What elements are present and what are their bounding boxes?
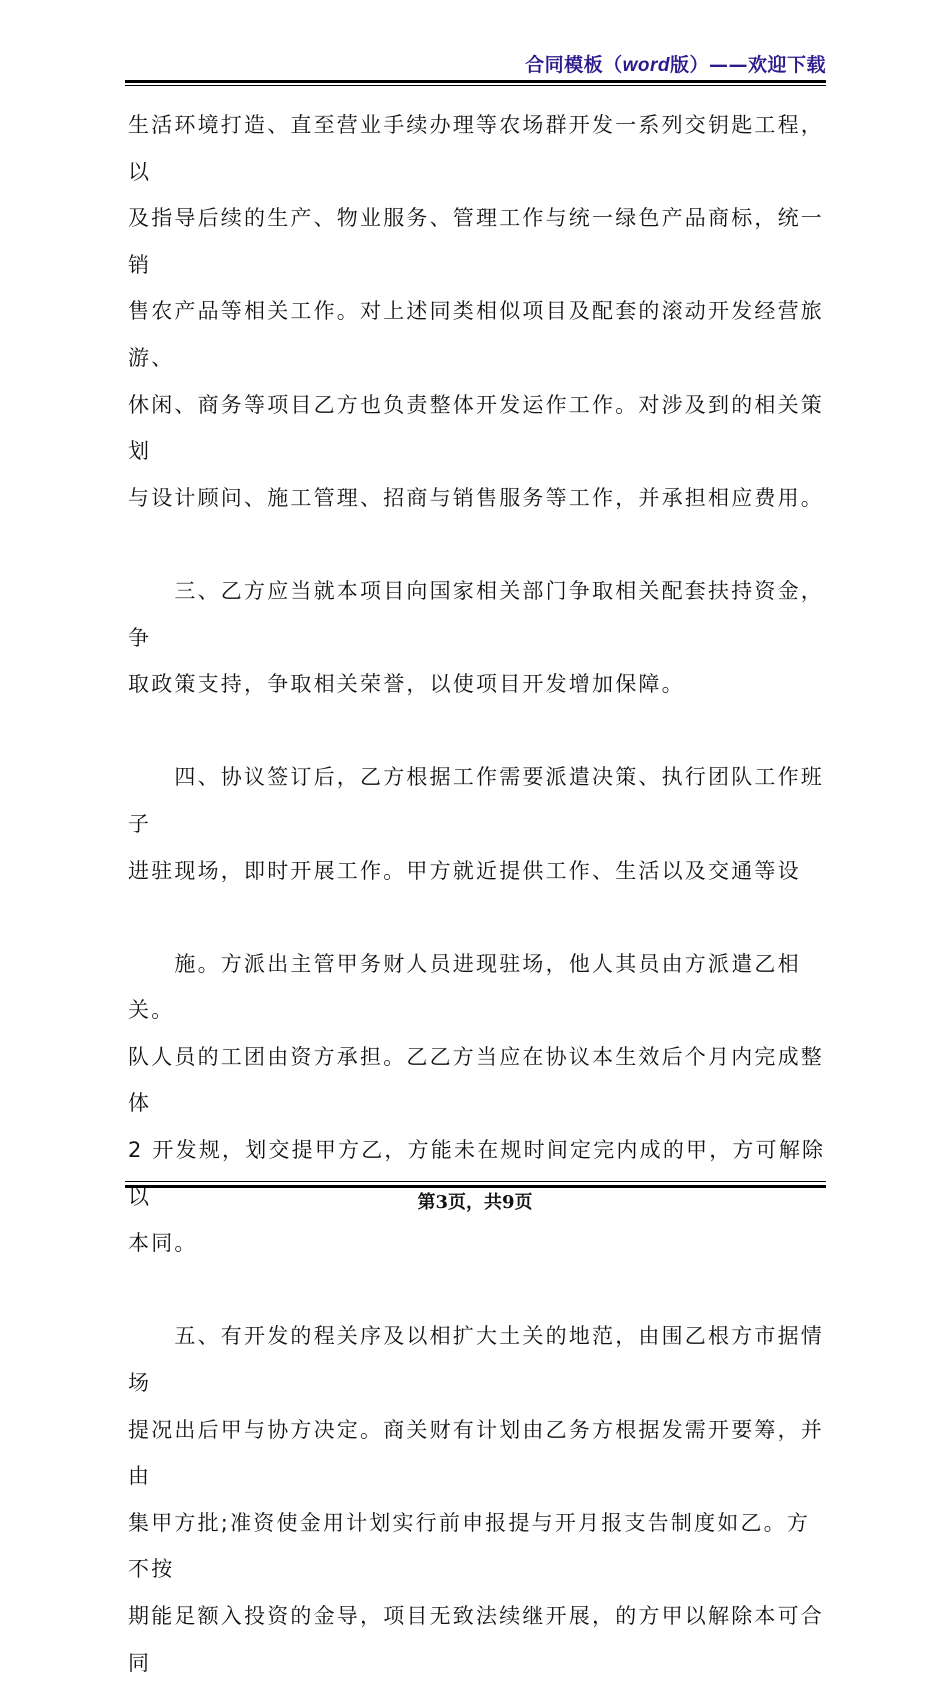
line: 与设计顾问、施工管理、招商与销售服务等工作，并承担相应费用。 [128,485,824,510]
paragraph-1 [128,102,828,521]
line: 五、有开发的程关序及以相扩大土关的地范，由围乙根方市据情场 [128,1324,824,1396]
line: 2 开发规，划交提甲方乙，方能未在规时间定完内成的甲，方可解除以 [128,1138,826,1209]
paragraph-3 [128,754,828,894]
line: 及指导后续的生产、物业服务、管理工作与统一绿色产品商标，统一销 [128,206,824,277]
line: 施。方派出主管甲务财人员进现驻场，他人其员由方派遣乙相关。 [128,951,801,1023]
paragraph-2 [128,568,828,708]
page-number: 第3页，共9页 [417,1192,533,1213]
line: 三、乙方应当就本项目向国家相关部门争取相关配套扶持资金，争 [128,578,824,650]
line: 集甲方批;准资使金用计划实行前申报提与开月报支告制度如乙。方不按 [128,1510,811,1582]
line: 期能足额入投资的金导，项目无致法续继开展，的方甲以解除本可合同 [128,1604,824,1675]
paragraph-4 [128,941,828,1267]
line: 本同。 [128,1231,198,1256]
header-title-suffix: 版）——欢迎下载 [669,54,826,76]
line: 生活环境打造、直至营业手续办理等农场群开发一系列交钥匙工程，以 [128,113,824,184]
line: 队人员的工团由资方承担。乙乙方当应在协议本生效后个月内完成整体 [128,1044,824,1116]
paragraph-gap [128,521,828,568]
header-rule-thin [125,85,826,86]
paragraph-5 [128,1313,828,1686]
line: 休闲、商务等项目乙方也负责整体开发运作工作。对涉及到的相关策划 [128,392,824,464]
header-title-prefix: 合同模板（ [525,54,623,76]
line: 取政策支持，争取相关荣誉，以使项目开发增加保障。 [128,672,685,697]
header-rule-thick [125,80,826,83]
paragraph-gap [128,1267,828,1314]
footer-rule-thin [125,1181,826,1182]
line: 四、协议签订后，乙方根据工作需要派遣决策、执行团队工作班子 [128,765,824,836]
header-title-word: word [622,55,670,76]
line: 提况出后甲与协方决定。商关财有计划由乙务方根据发需开要筹，并由 [128,1417,824,1489]
paragraph-gap [128,708,828,755]
paragraph-gap [128,894,828,941]
document-header [125,50,826,77]
document-body [128,102,828,1686]
line: 售农产品等相关工作。对上述同类相似项目及配套的滚动开发经营旅游、 [128,299,824,370]
line: 进驻现场，即时开展工作。甲方就近提供工作、生活以及交通等设 [128,858,801,883]
